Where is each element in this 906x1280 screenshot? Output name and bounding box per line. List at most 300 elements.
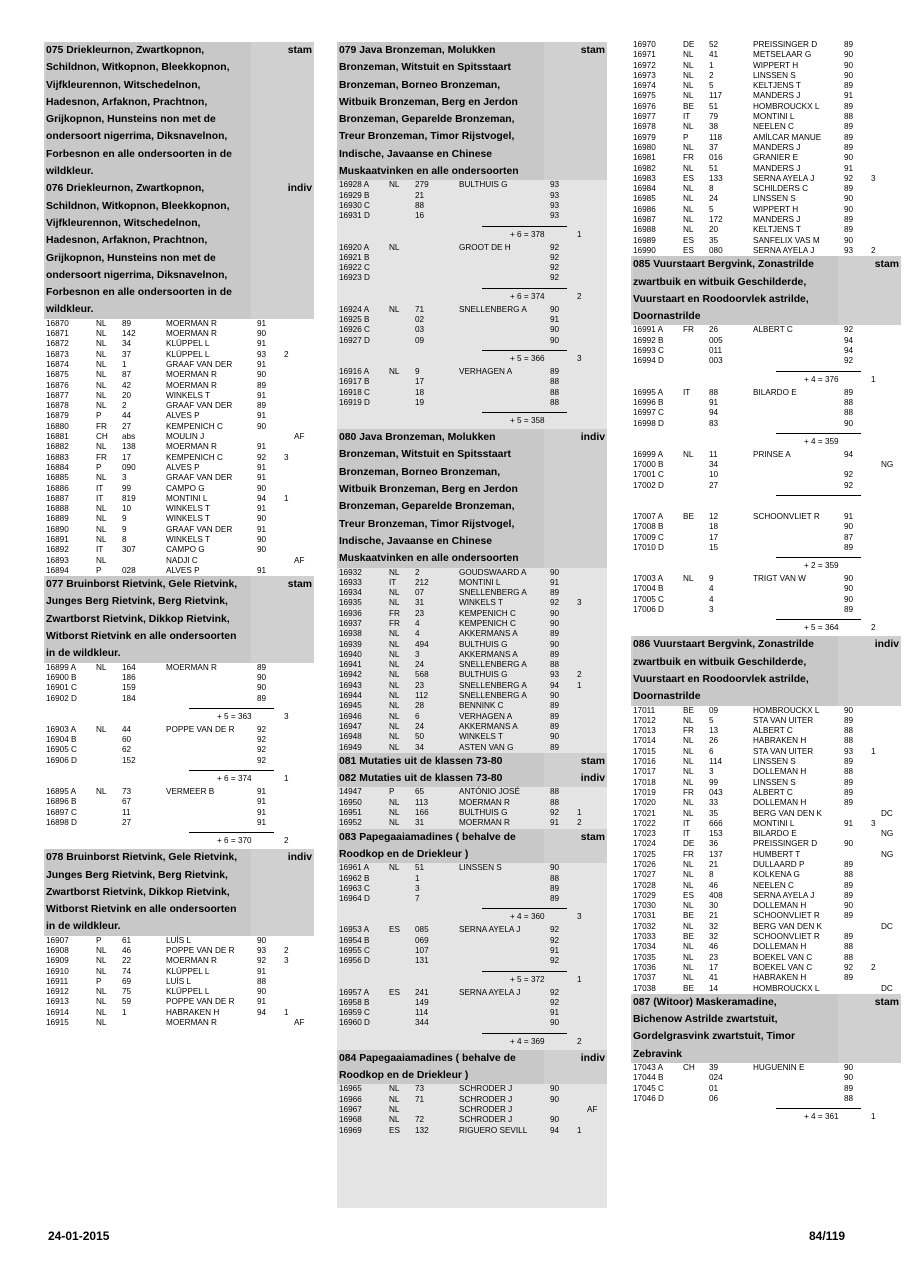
table-row — [44, 463, 314, 473]
ring-number: 114 — [709, 757, 723, 767]
ring-number: 71 — [415, 1094, 425, 1104]
ring-number: 133 — [709, 173, 723, 183]
points: 91 — [257, 565, 267, 575]
stam-total — [337, 1029, 607, 1050]
points: 92 — [844, 470, 854, 480]
entry-id: 16873 — [46, 349, 69, 359]
entry-id: 16945 — [339, 701, 362, 711]
country-code: ES — [389, 1125, 400, 1135]
ring-number: 279 — [415, 180, 429, 190]
points: 90 — [550, 618, 560, 628]
breeder-name: KLÜPPEL L — [166, 966, 210, 976]
table-row — [631, 850, 901, 860]
points: 91 — [550, 577, 560, 587]
entry-id: 16930 C — [339, 200, 370, 210]
table-row — [44, 745, 314, 755]
class-title-line: wildkleur. — [46, 301, 251, 318]
entry-id: 17020 — [633, 798, 656, 808]
entry-id: 16947 — [339, 721, 362, 731]
points: 90 — [550, 863, 560, 873]
ring-number: 184 — [122, 693, 136, 703]
ring-number: 83 — [709, 418, 719, 428]
breeder-name: SCHOONVLIET R — [753, 932, 820, 942]
entry-id: 16922 C — [339, 263, 370, 273]
points: 90 — [844, 901, 854, 911]
table-row — [337, 650, 607, 660]
points: 90 — [844, 204, 854, 214]
ring-number: 13 — [709, 726, 719, 736]
table-row — [631, 91, 901, 101]
breeder-name: SCHRODER J — [459, 1104, 513, 1114]
country-code: IT — [96, 493, 104, 503]
table-row — [631, 584, 901, 594]
class-title-line: 078 Bruinborst Rietvink, Gele Rietvink, — [46, 849, 251, 866]
entry-list — [44, 787, 314, 828]
breeder-name: DULLAARD P — [753, 860, 805, 869]
table-row — [337, 701, 607, 711]
ring-number: 005 — [709, 335, 723, 345]
ring-number: 028 — [122, 565, 136, 575]
table-row — [631, 747, 901, 757]
ring-number: 6 — [415, 711, 420, 721]
breeder-name: TRIGT VAN W — [753, 574, 806, 584]
breeder-name: METSELAAR G — [753, 50, 812, 60]
table-row — [44, 556, 314, 566]
table-row — [44, 818, 314, 828]
ring-number: 38 — [709, 122, 719, 132]
ring-number: 5 — [709, 81, 714, 91]
table-row — [631, 122, 901, 132]
ring-number: 186 — [122, 672, 136, 682]
breeder-name: ALVES P — [166, 462, 200, 472]
ring-number: 27 — [122, 421, 132, 431]
country-code: NL — [683, 962, 694, 972]
breeder-name: WINKELS T — [166, 534, 210, 544]
breeder-name: KEMPENICH C — [166, 421, 223, 431]
table-row — [631, 225, 901, 235]
ring-number: 33 — [709, 798, 719, 808]
breeder-name: SERNA AYELA J — [459, 987, 521, 997]
country-code: IT — [683, 829, 691, 839]
ring-number: 35 — [709, 808, 719, 818]
entry-id: 16939 — [339, 639, 362, 649]
country-code: NL — [96, 555, 107, 565]
table-row — [337, 367, 607, 377]
class-title-line: Muskaatvinken en alle ondersoorten — [339, 550, 544, 567]
entry-id: 16916 A — [339, 366, 370, 376]
class-type-tag: stam — [874, 259, 899, 271]
entry-id: 17022 — [633, 818, 656, 828]
total-placement: 2 — [577, 291, 582, 301]
country-code: FR — [389, 618, 400, 628]
breeder-name: SCHILDERS C — [753, 184, 809, 194]
entry-id: 16905 C — [46, 745, 77, 755]
class-title-line: Bronzeman, Witstuit en Spitsstaart — [339, 446, 544, 463]
ring-number: 17 — [415, 377, 425, 387]
points: 91 — [844, 818, 854, 828]
country-code: NL — [683, 736, 694, 746]
points: 90 — [844, 574, 854, 584]
entry-id: 16995 A — [633, 387, 664, 397]
ring-number: 91 — [709, 397, 719, 407]
class-title-line: in de wildkleur. — [46, 918, 251, 935]
table-row — [631, 133, 901, 143]
points: 92 — [550, 997, 560, 1007]
class-type-tag: stam — [287, 45, 312, 56]
ring-number: 166 — [415, 808, 429, 818]
table-row — [337, 398, 607, 408]
breeder-name: ALBERT C — [753, 726, 793, 736]
breeder-name: NADJI C — [166, 555, 198, 565]
table-row — [337, 180, 607, 190]
points: 91 — [844, 163, 854, 173]
table-row — [337, 691, 607, 701]
total-value: + 4 = 376 — [804, 374, 839, 384]
ring-number: 39 — [709, 1063, 719, 1073]
note: DC — [881, 808, 893, 818]
table-row — [337, 305, 607, 315]
table-row — [44, 797, 314, 807]
points: 88 — [844, 408, 854, 418]
entry-id: 17018 — [633, 777, 656, 787]
points: 89 — [257, 662, 267, 672]
class-title-line: Doornastrilde — [633, 688, 838, 705]
breeder-name: BULTHUIS G — [459, 180, 508, 190]
class-title-line: 084 Papegaaiamadines ( behalve de — [339, 1050, 544, 1067]
entry-list — [337, 1084, 607, 1135]
table-row — [631, 798, 901, 808]
ring-number: 02 — [415, 315, 425, 325]
country-code: ES — [389, 987, 400, 997]
total-placement: 3 — [577, 353, 582, 363]
points: 91 — [257, 504, 267, 514]
breeder-name: HOMBROUCKX L — [753, 101, 820, 111]
ring-number: 72 — [415, 1115, 425, 1125]
table-row — [44, 946, 314, 956]
entry-id: 16960 D — [339, 1018, 370, 1028]
total-divider — [776, 619, 861, 620]
breeder-name: KEMPENICH C — [166, 452, 223, 462]
points: 92 — [844, 480, 854, 490]
class-title-line: 083 Papegaaiamadines ( behalve de — [339, 829, 544, 846]
stam-total — [337, 222, 607, 243]
placement: 2 — [284, 349, 289, 359]
total-value: + 6 = 370 — [217, 836, 252, 846]
points: 89 — [844, 81, 854, 91]
country-code: NL — [389, 691, 400, 701]
stam-total — [631, 429, 901, 450]
points: 91 — [257, 787, 267, 797]
ring-number: 118 — [709, 132, 723, 142]
table-row — [44, 725, 314, 735]
class-title-line: Forbesnon en alle ondersoorten in de — [46, 284, 251, 301]
country-code: NL — [389, 660, 400, 670]
table-row — [337, 681, 607, 691]
class-title-line: Zwartborst Rietvink, Dikkop Rietvink, — [46, 611, 251, 628]
entry-id: 16872 — [46, 339, 69, 349]
ring-number: 99 — [709, 777, 719, 787]
points: 89 — [844, 911, 854, 921]
country-code: NL — [389, 366, 400, 376]
entry-list — [631, 40, 901, 256]
class-title-line: Bronzeman, Borneo Bronzeman, — [339, 464, 544, 481]
breeder-name: BOEKEL VAN C — [753, 952, 813, 962]
points: 93 — [550, 670, 560, 680]
table-row — [337, 863, 607, 873]
ring-number: 36 — [709, 839, 719, 849]
points: 91 — [257, 997, 267, 1007]
class-type-tag: stam — [287, 579, 312, 591]
stam-total — [44, 766, 314, 787]
table-row — [337, 874, 607, 884]
entry-list — [631, 450, 901, 491]
country-code: NL — [683, 942, 694, 952]
entry-id: 16927 D — [339, 335, 370, 345]
entry-id: 16977 — [633, 112, 656, 122]
points: 91 — [257, 817, 267, 827]
entry-id: 16967 — [339, 1104, 362, 1114]
ring-number: 131 — [415, 956, 429, 966]
entry-list — [337, 568, 607, 753]
stam-total — [631, 1104, 901, 1125]
table-row — [44, 319, 314, 329]
breeder-name: SNELLENBERG A — [459, 691, 527, 701]
table-row — [337, 629, 607, 639]
points: 89 — [844, 40, 854, 49]
entry-id: 16956 D — [339, 956, 370, 966]
ring-number: 32 — [709, 921, 719, 931]
points: 94 — [257, 1007, 267, 1017]
points: 91 — [257, 442, 267, 452]
points: 89 — [844, 387, 854, 397]
ring-number: 3 — [709, 767, 714, 777]
entry-id: 17044 B — [633, 1073, 664, 1083]
ring-number: 24 — [415, 660, 425, 670]
country-code: NL — [683, 194, 694, 204]
table-row — [631, 112, 901, 122]
country-code: IT — [683, 112, 691, 122]
ring-number: 46 — [709, 942, 719, 952]
note: AF — [294, 432, 305, 442]
class-title-line: Bronzeman, Geparelde Bronzeman, — [339, 111, 544, 128]
class-title-line: Vuurstaart en Roodoorvlek astrilde, — [633, 291, 838, 308]
entry-id: 16991 A — [633, 325, 664, 335]
ring-number: 3 — [709, 605, 714, 615]
table-row — [631, 164, 901, 174]
placement: 1 — [284, 493, 289, 503]
breeder-name: MOERMAN R — [166, 442, 217, 452]
ring-number: 137 — [709, 849, 723, 859]
country-code: NL — [683, 777, 694, 787]
total-placement: 1 — [284, 774, 289, 784]
table-row — [44, 756, 314, 766]
table-row — [631, 153, 901, 163]
table-row — [631, 184, 901, 194]
class-title-line: Junges Berg Rietvink, Berg Rietvink, — [46, 867, 251, 884]
entry-id: 16974 — [633, 81, 656, 91]
ring-number: 28 — [415, 701, 425, 711]
ring-number: 666 — [709, 818, 723, 828]
ring-number: 132 — [415, 1125, 429, 1135]
breeder-name: MOERMAN R — [166, 1018, 217, 1028]
breeder-name: AMÍLCAR MANUE — [753, 132, 822, 142]
points: 90 — [257, 672, 267, 682]
entry-id: 17038 — [633, 983, 656, 993]
points: 92 — [257, 755, 267, 765]
table-row — [337, 609, 607, 619]
column-left — [44, 42, 314, 1028]
placement: 2 — [577, 670, 582, 680]
country-code: NL — [389, 639, 400, 649]
entry-id: 16935 — [339, 598, 362, 608]
breeder-name: MOERMAN R — [459, 797, 510, 807]
breeder-name: NEELEN C — [753, 880, 794, 890]
entry-id: 17033 — [633, 932, 656, 942]
entry-list — [631, 325, 901, 366]
total-divider — [189, 832, 274, 833]
class-title-line: Gordelgrasvink zwartstuit, Timor — [633, 1028, 838, 1045]
country-code: NL — [389, 242, 400, 252]
points: 93 — [550, 200, 560, 210]
table-row — [337, 263, 607, 273]
points: 89 — [844, 932, 854, 942]
total-value: + 5 = 364 — [804, 623, 839, 633]
points: 89 — [844, 184, 854, 194]
class-title-line: 085 Vuurstaart Bergvink, Zonastrilde — [633, 256, 838, 273]
entry-id: 16934 — [339, 588, 362, 598]
country-code: NL — [683, 715, 694, 725]
table-row — [44, 535, 314, 545]
entry-id: 16984 — [633, 184, 656, 194]
total-placement: 1 — [871, 1112, 876, 1122]
entry-id: 16898 D — [46, 817, 77, 827]
entry-id: 16964 D — [339, 894, 370, 904]
table-row — [44, 967, 314, 977]
table-row — [44, 997, 314, 1007]
breeder-name: MOERMAN R — [166, 956, 217, 966]
breeder-name: BERG VAN DEN K — [753, 921, 823, 931]
entry-id: 16895 A — [46, 787, 77, 797]
country-code: CH — [683, 1063, 695, 1073]
entry-id: 16979 — [633, 132, 656, 142]
points: 92 — [257, 724, 267, 734]
country-code: NL — [96, 946, 107, 955]
country-code: NL — [683, 880, 694, 890]
points: 89 — [550, 629, 560, 639]
ring-number: 9 — [415, 366, 420, 376]
breeder-name: BERG VAN DEN K — [753, 808, 823, 818]
points: 91 — [550, 946, 560, 955]
total-value: + 2 = 359 — [804, 561, 839, 571]
table-row — [631, 870, 901, 880]
points: 89 — [257, 380, 267, 390]
breeder-name: GROOT DE H — [459, 242, 511, 252]
country-code: NL — [683, 184, 694, 194]
ring-number: 819 — [122, 493, 136, 503]
ring-number: 16 — [415, 211, 425, 221]
ring-number: 6 — [709, 746, 714, 756]
country-code: NL — [96, 370, 107, 380]
breeder-name: MANDERS J — [753, 142, 801, 152]
country-code: NL — [683, 122, 694, 132]
entry-id: 17016 — [633, 757, 656, 767]
breeder-name: MOULIN J — [166, 432, 205, 442]
points: 91 — [257, 359, 267, 369]
breeder-name: KELTJENS T — [753, 225, 801, 235]
table-row — [44, 956, 314, 966]
class-title-line: 081 Mutaties uit de klassen 73-80 — [339, 753, 544, 770]
ring-number: 44 — [122, 411, 132, 421]
points: 91 — [257, 462, 267, 472]
country-code: NL — [389, 1094, 400, 1104]
country-code: NL — [96, 1018, 107, 1028]
class-header — [44, 849, 314, 935]
country-code: NL — [683, 225, 694, 235]
points: 89 — [550, 711, 560, 721]
country-code: IT — [683, 387, 691, 397]
breeder-name: DOLLEMAN H — [753, 798, 807, 808]
breeder-name: WIPPERT H — [753, 60, 799, 70]
points: 90 — [844, 235, 854, 245]
points: 90 — [844, 50, 854, 60]
ring-number: 34 — [709, 460, 719, 470]
breeder-name: MOERMAN R — [459, 818, 510, 828]
note: NG — [881, 829, 894, 839]
entry-id: 16982 — [633, 163, 656, 173]
table-row — [337, 588, 607, 598]
entry-id: 16978 — [633, 122, 656, 132]
ring-number: 27 — [709, 480, 719, 490]
country-code: NL — [96, 534, 107, 544]
country-code: NL — [389, 1104, 400, 1114]
total-value: + 5 = 366 — [510, 353, 545, 363]
table-row — [631, 40, 901, 50]
country-code: NL — [683, 50, 694, 60]
points: 92 — [844, 173, 854, 183]
class-title-line: 082 Mutaties uit de klassen 73-80 — [339, 770, 544, 787]
entry-id: 16955 C — [339, 946, 370, 955]
entry-id: 16877 — [46, 390, 69, 400]
entry-id: 16950 — [339, 797, 362, 807]
class-header — [631, 256, 901, 325]
breeder-name: WINKELS T — [459, 732, 503, 742]
stam-total — [337, 346, 607, 367]
table-row — [631, 809, 901, 819]
entry-list — [337, 787, 607, 828]
table-row — [337, 1095, 607, 1105]
ring-number: 26 — [709, 736, 719, 746]
placement: 3 — [871, 173, 876, 183]
points: 88 — [844, 870, 854, 880]
entry-id: 16889 — [46, 514, 69, 524]
class-title-line: Forbesnon en alle ondersoorten in de — [46, 146, 251, 163]
country-code: NL — [96, 380, 107, 390]
country-code: P — [96, 935, 102, 945]
entry-id: 17030 — [633, 901, 656, 911]
country-code: P — [96, 565, 102, 575]
breeder-name: POPPE VAN DE R — [166, 997, 235, 1007]
class-title-line: Hadesnon, Arfaknon, Prachtnon, — [46, 232, 251, 249]
breeder-name: HOMBROUCKX L — [753, 983, 820, 993]
table-row — [337, 315, 607, 325]
points: 91 — [257, 318, 267, 328]
entry-id: 17028 — [633, 880, 656, 890]
points: 90 — [257, 987, 267, 997]
table-row — [631, 356, 901, 366]
ring-number: 35 — [709, 235, 719, 245]
table-row — [631, 1063, 901, 1073]
breeder-name: PREISSINGER D — [753, 839, 818, 849]
